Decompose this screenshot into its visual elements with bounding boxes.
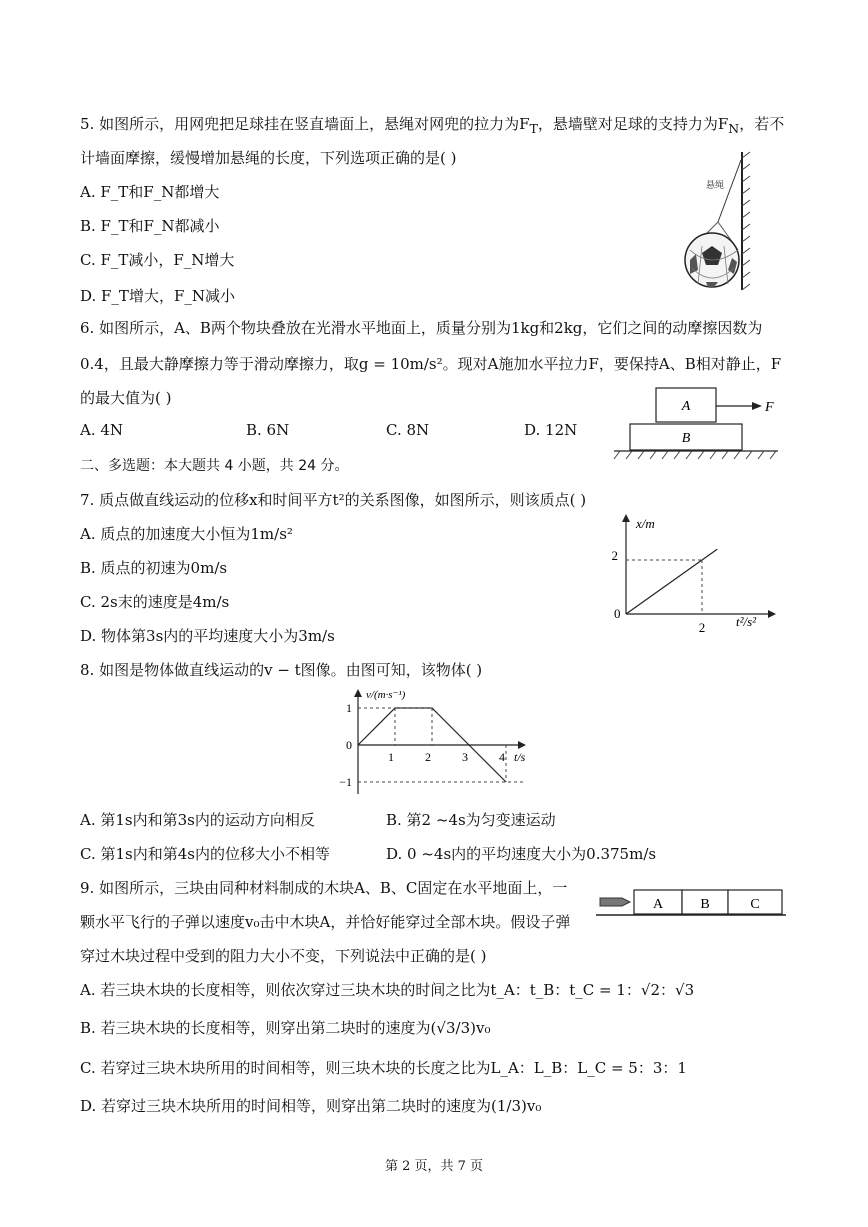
- q7-option-b: B. 质点的初速为0m/s: [80, 559, 228, 577]
- q7-option-c: C. 2s末的速度是4m/s: [80, 593, 230, 611]
- q5-sub-t: T: [529, 121, 538, 136]
- q9-option-a: A. 若三块木块的长度相等，则依次穿过三块木块的时间之比为t_A：t_B：t_C = 1：√2：√3: [80, 981, 695, 999]
- q9-option-d: D. 若穿过三块木块所用的时间相等，则穿出第二块时的速度为(1/3)v₀: [80, 1097, 542, 1115]
- q7-y-label: x/m: [636, 516, 655, 531]
- q5-stem-line2: 计墙面摩擦，缓慢增加悬绳的长度，下列选项正确的是( ): [80, 149, 457, 167]
- q9-stem-line2: 颗水平飞行的子弹以速度v₀击中木块A，并恰好能穿过全部木块。假设子弹: [80, 913, 571, 931]
- q7-y-tick-2: 2: [611, 548, 618, 563]
- q5-stem-line1: [80, 114, 784, 139]
- q6-option-d: D. 12N: [524, 421, 578, 439]
- q6-option-c: C. 8N: [386, 421, 430, 439]
- q8-y-tick-2: −1: [339, 775, 352, 789]
- q8-x-tick-1: 1: [388, 750, 394, 764]
- q7-chart: [606, 508, 786, 638]
- q7-option-a: A. 质点的加速度大小恒为1m/s²: [80, 525, 293, 543]
- q8-option-a: A. 第1s内和第3s内的运动方向相反: [80, 811, 315, 829]
- q9-stem-line3: 穿过木块过程中受到的阻力大小不变，下列说法中正确的是( ): [80, 947, 487, 965]
- q5-option-d: D. F_T增大，F_N减小: [80, 287, 235, 305]
- q7-x-tick-2: 2: [698, 620, 706, 635]
- q7-origin-tick: 0: [614, 606, 621, 621]
- q6-option-b: B. 6N: [246, 421, 290, 439]
- q8-x-label: t/s: [514, 750, 526, 764]
- force-arrow-icon: [752, 402, 762, 410]
- wood-block-b-label: B: [700, 897, 710, 912]
- q5-football-figure: [680, 150, 760, 295]
- force-label: F: [765, 400, 774, 415]
- q5-option-c: C. F_T减小，F_N增大: [80, 251, 235, 269]
- q8-option-d: D. 0 ~4s内的平均速度大小为0.375m/s: [386, 845, 657, 863]
- q8-y-tick-1: 0: [346, 738, 352, 752]
- wood-block-a-label: A: [652, 897, 664, 912]
- q7-x-label: t²/s²: [736, 614, 757, 629]
- q6-option-a: A. 4N: [80, 421, 124, 439]
- q9-stem-line1: 9. 如图所示，三块由同种材料制成的木块A、B、C固定在水平地面上，一: [80, 879, 568, 897]
- q8-x-tick-4: 4: [499, 750, 505, 764]
- q6-stem-line1: 6. 如图所示，A、B两个物块叠放在光滑水平地面上，质量分别为1kg和2kg，它们之间的动摩擦因数为: [80, 319, 763, 337]
- section-heading: 二、多选题：本大题共 4 小题，共 24 分。: [80, 458, 349, 474]
- q5-sub-n: N: [728, 121, 740, 136]
- q5-option-b: B. F_T和F_N都减小: [80, 217, 220, 235]
- wood-block-c-label: C: [750, 897, 760, 912]
- q6-stem-line3: 的最大值为( ): [80, 389, 172, 407]
- q8-chart: [330, 684, 530, 798]
- q7-stem: 7. 质点做直线运动的位移x和时间平方t²的关系图像，如图所示，则该质点( ): [80, 491, 587, 509]
- q9-option-b: B. 若三块木块的长度相等，则穿出第二块时的速度为(√3/3)v₀: [80, 1019, 491, 1037]
- q9-bullet-figure: [596, 886, 788, 920]
- q7-series-line: [626, 549, 717, 614]
- bullet-icon: [600, 898, 630, 906]
- q9-option-c: C. 若穿过三块木块所用的时间相等，则三块木块的长度之比为L_A：L_B：L_C = 5：3：1: [80, 1059, 687, 1077]
- q8-option-b: B. 第2 ~4s为匀变速运动: [386, 811, 556, 829]
- page-footer: 第 2 页，共 7 页: [384, 1159, 484, 1174]
- q5-stem-part1: 5. 如图所示，用网兜把足球挂在竖直墙面上，悬绳对网兜的拉力为F: [80, 115, 530, 133]
- q5-option-a: A. F_T和F_N都增大: [80, 183, 220, 201]
- q8-x-tick-3: 3: [462, 750, 468, 764]
- q7-option-d: D. 物体第3s内的平均速度大小为3m/s: [80, 627, 335, 645]
- q5-stem-part3: ，若不: [739, 115, 785, 133]
- block-b-label: B: [681, 431, 691, 446]
- q6-blocks-figure: [612, 384, 782, 464]
- q8-stem: 8. 如图是物体做直线运动的v − t图像。由图可知，该物体( ): [80, 661, 483, 679]
- q8-y-label: v/(m·s⁻¹): [366, 689, 406, 701]
- block-a-label: A: [681, 399, 691, 414]
- q8-y-tick-0: 1: [346, 701, 352, 715]
- q5-rope-label: 悬绳: [706, 180, 725, 190]
- q8-option-c: C. 第1s内和第4s内的位移大小不相等: [80, 845, 330, 863]
- q5-stem-part2: ，悬墙壁对足球的支持力为F: [537, 115, 729, 133]
- q6-stem-line2: 0.4，且最大静摩擦力等于滑动摩擦力，取g = 10m/s²。现对A施加水平拉力F，要保持A、B相对静止，F: [80, 355, 782, 373]
- q8-x-tick-2: 2: [425, 750, 431, 764]
